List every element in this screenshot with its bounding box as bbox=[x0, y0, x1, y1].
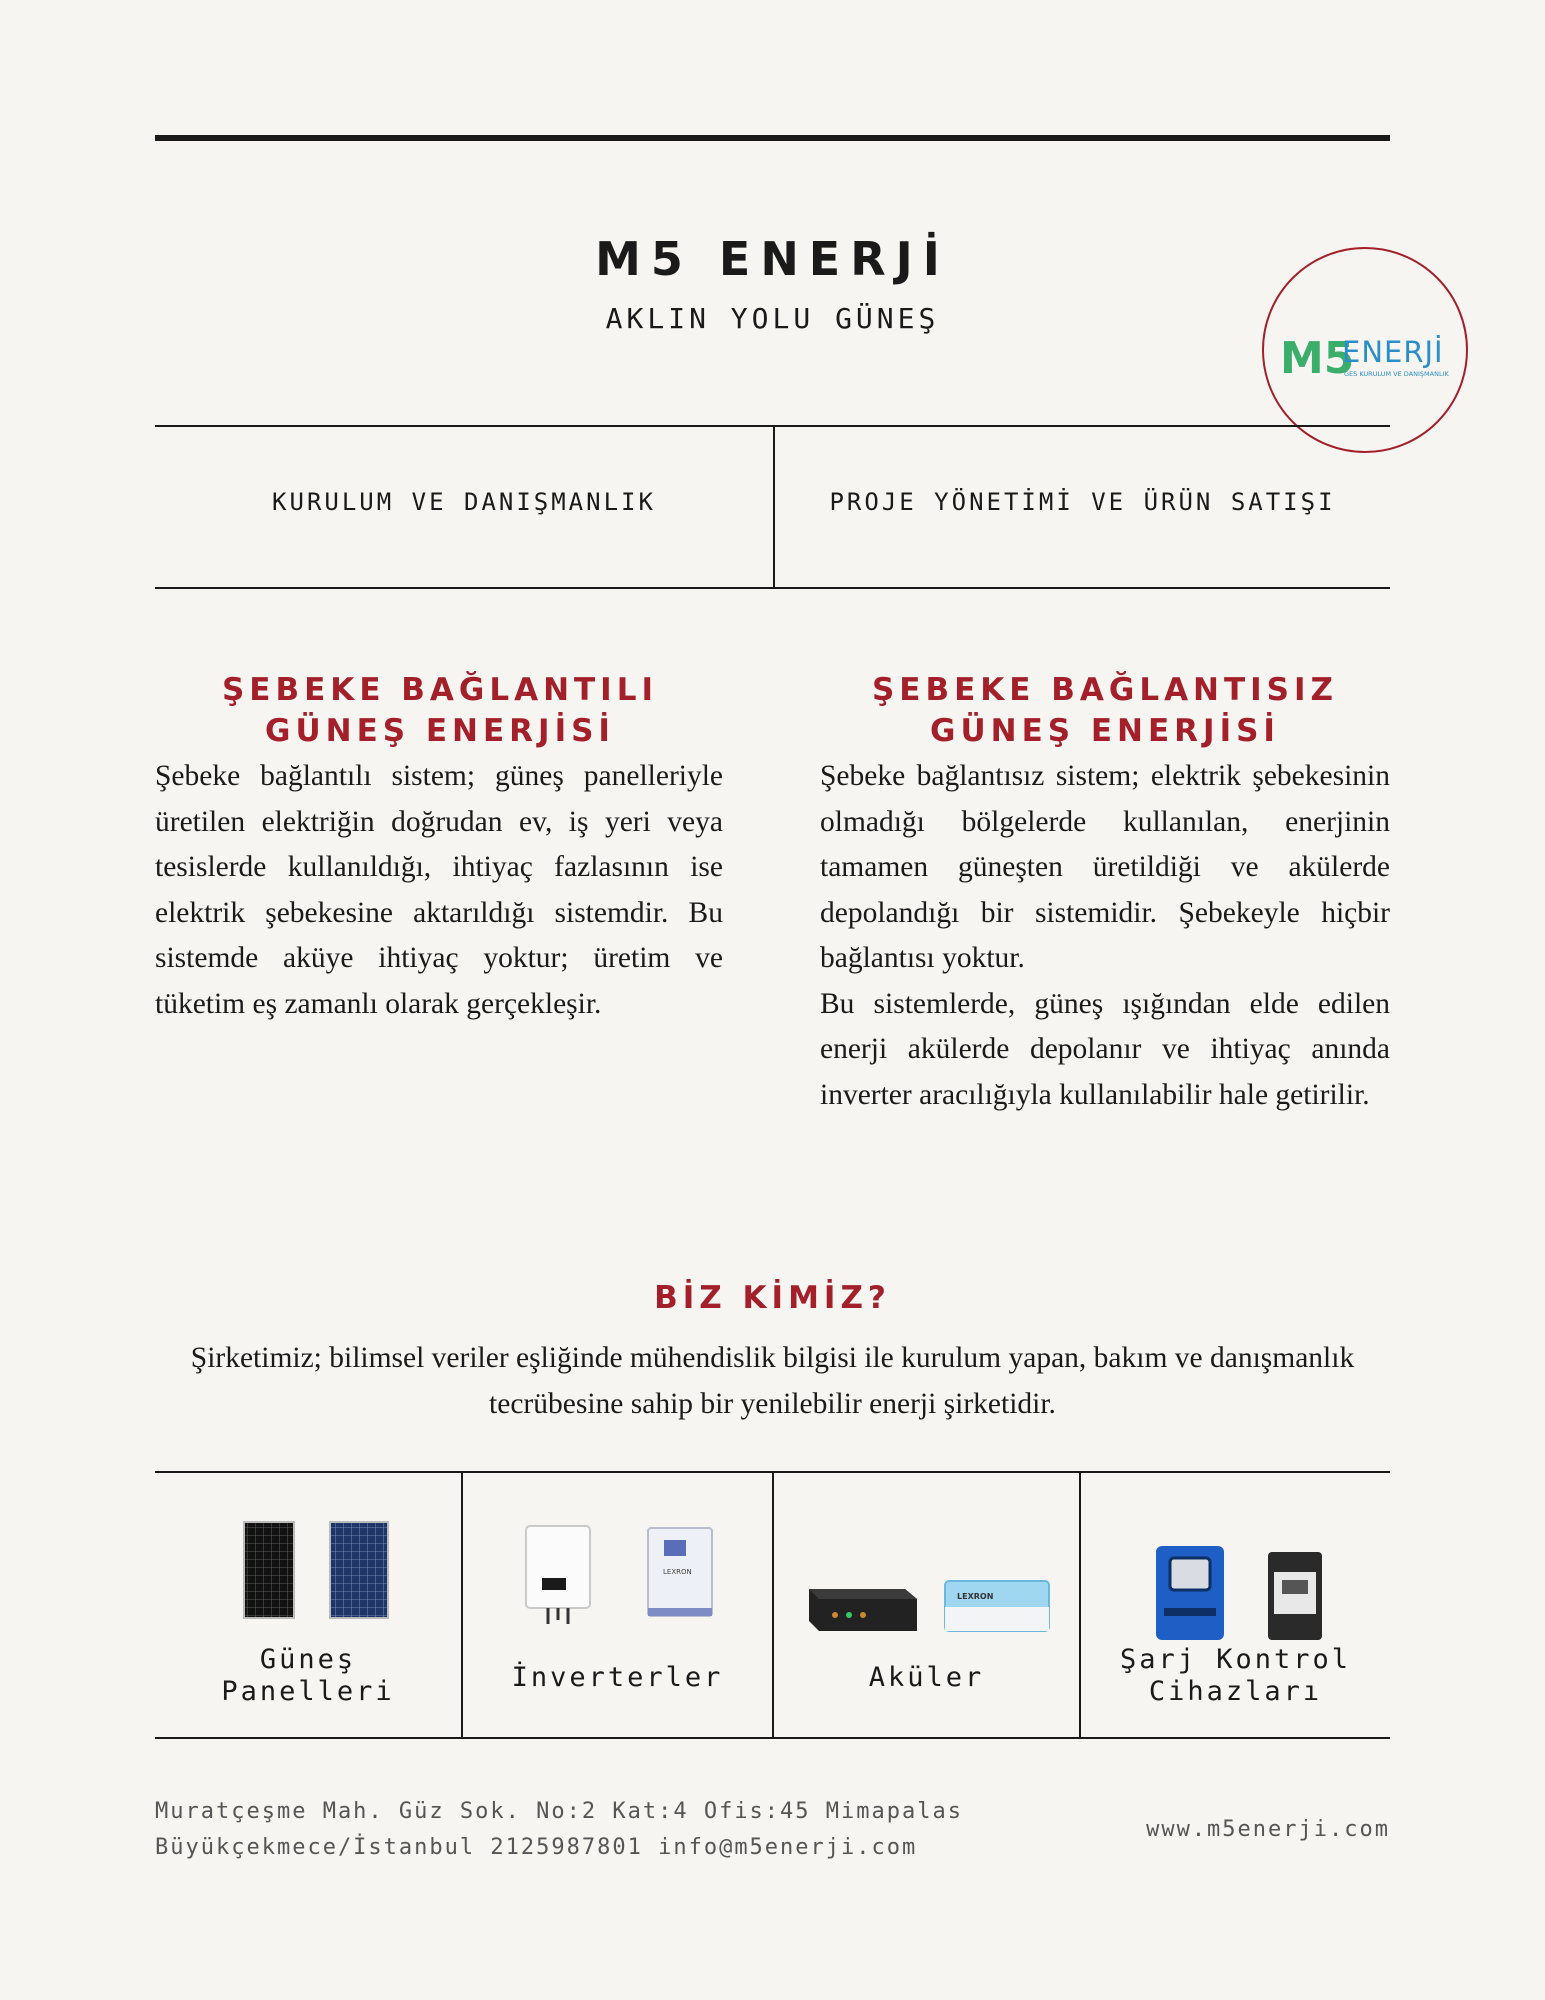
grid-tied-paragraph: Şebeke bağlantılı sistem; güneş panelleriyle üretilen elektriğin doğrudan ev, iş yeri veya tesislerde kullanıldığı, ihtiyaç fazlasının ise elektrik şebekesine aktarıldığı sistemdir. Bu sistemde aküye ihtiyaç yoktur; üretim ve tüketim eş zamanlı olarak gerçekleşir. bbox=[155, 760, 723, 1020]
off-grid-text bbox=[820, 754, 1390, 1118]
brand-title: M5 ENERJİ bbox=[595, 232, 950, 286]
product-batteries bbox=[774, 1662, 1079, 1694]
products-divider-1 bbox=[461, 1471, 463, 1739]
logo-tagline: GES KURULUM VE DANIŞMANLIK bbox=[1344, 370, 1449, 378]
service-project-management: PROJE YÖNETİMİ VE ÜRÜN SATIŞI bbox=[829, 488, 1336, 516]
battery-brand-label: LEXRON bbox=[957, 1592, 994, 1601]
services-bottom-rule bbox=[155, 587, 1390, 589]
charge-controller-icon bbox=[1150, 1542, 1330, 1644]
product-label-line2: Panelleri bbox=[221, 1676, 395, 1707]
company-logo bbox=[1262, 247, 1468, 453]
off-grid-title: ŞEBEKE BAĞLANTISIZ GÜNEŞ ENERJİSİ bbox=[871, 672, 1339, 749]
battery-icon bbox=[805, 1575, 1053, 1639]
product-label-line1: Aküler bbox=[868, 1662, 985, 1693]
footer-address-line1: Muratçeşme Mah. Güz Sok. No:2 Kat:4 Ofis:45 Mimapalas bbox=[155, 1799, 963, 1824]
logo-word: ENERJİ bbox=[1342, 335, 1444, 369]
inverter-icon bbox=[520, 1520, 720, 1632]
product-label-line2: Cihazları bbox=[1148, 1676, 1323, 1707]
footer-address-line2: Büyükçekmece/İstanbul 2125987801 info@m5enerji.com bbox=[155, 1835, 918, 1860]
website-link[interactable]: www.m5enerji.com bbox=[1146, 1817, 1390, 1842]
inverter-brand-label: LEXRON bbox=[663, 1568, 692, 1576]
product-label-line1: Şarj Kontrol bbox=[1119, 1644, 1352, 1675]
product-solar-panels bbox=[155, 1644, 461, 1708]
product-label-line1: Güneş bbox=[259, 1644, 357, 1675]
off-grid-paragraph-1: Şebeke bağlantısız sistem; elektrik şebekesinin olmadığı bölgelerde kullanılan, enerjinin tamamen güneşten üretildiği ve akülerde depolandığı bir sistemidir. Şebekeyle hiçbir bağlantısı yoktur. bbox=[820, 760, 1390, 974]
top-rule bbox=[155, 135, 1390, 141]
product-label-line1: İnverterler bbox=[511, 1662, 724, 1693]
grid-tied-title: ŞEBEKE BAĞLANTILI GÜNEŞ ENERJİSİ bbox=[221, 672, 659, 749]
products-divider-2 bbox=[772, 1471, 774, 1739]
product-inverters bbox=[463, 1662, 772, 1694]
grid-tied-text bbox=[155, 754, 723, 1027]
solar-panel-icon bbox=[240, 1520, 392, 1622]
about-title: BİZ KİMİZ? bbox=[654, 1280, 891, 1316]
logo-icon bbox=[1264, 249, 1466, 451]
service-installation: KURULUM VE DANIŞMANLIK bbox=[272, 488, 656, 516]
off-grid-paragraph-2: Bu sistemlerde, güneş ışığından elde edilen enerji akülerde depolanır ve ihtiyaç anında inverter aracılığıyla kullanılabilir hale getirilir. bbox=[820, 987, 1390, 1111]
logo-mark: M5 bbox=[1280, 333, 1355, 384]
footer-address bbox=[155, 1794, 1055, 1866]
slogan: AKLIN YOLU GÜNEŞ bbox=[605, 302, 940, 335]
about-text: Şirketimiz; bilimsel veriler eşliğinde mühendislik bilgisi ile kurulum yapan, bakım ve danışmanlık tecrübesine sahip bir yenilebilir enerji şirketidir. bbox=[190, 1342, 1355, 1420]
product-charge-controllers bbox=[1081, 1644, 1390, 1708]
